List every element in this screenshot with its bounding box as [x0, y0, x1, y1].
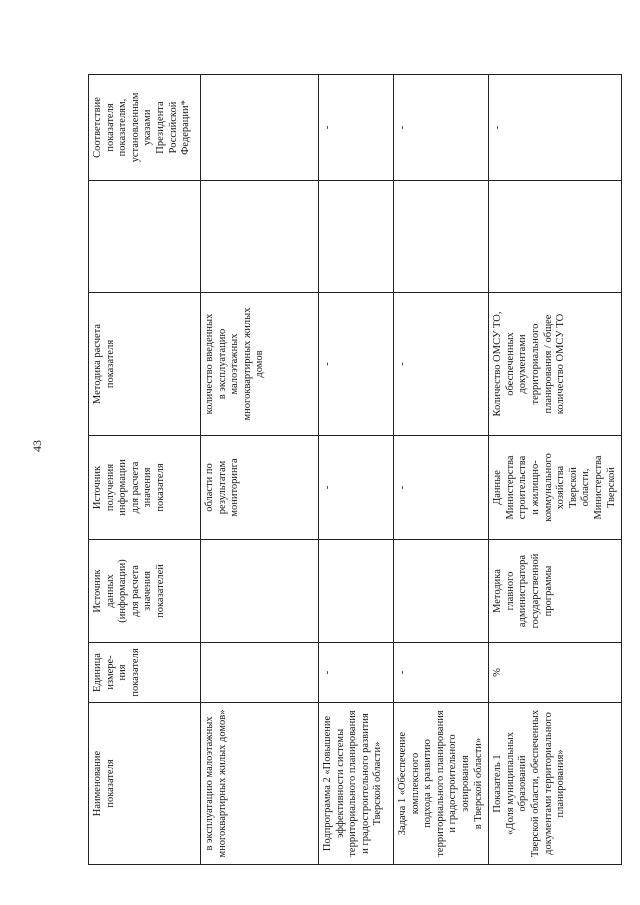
cell-unit [201, 643, 319, 703]
cell-data-source [319, 540, 394, 643]
cell-data-source: Методика главного администратора государственной программы [489, 540, 622, 643]
cell-unit: % [489, 643, 622, 703]
cell-compliance [201, 75, 319, 181]
cell-blank [201, 181, 319, 293]
cell-calculation-method: - [394, 293, 489, 436]
header-calculation-method: Методика расчета показателя [89, 293, 201, 436]
cell-info-source: - [319, 436, 394, 540]
page-number: 43 [30, 440, 44, 452]
cell-indicator-name: Показатель 1 «Доля муниципальных образований Тверской области, обеспеченных документами территориального планирования» [489, 703, 622, 865]
header-info-source: Источник получения информации для расчета значения показателя [89, 436, 201, 540]
table-row [489, 75, 622, 865]
header-indicator-name: Наименование показателя [89, 703, 201, 865]
cell-data-source [201, 540, 319, 643]
table-row [319, 75, 394, 865]
cell-blank [394, 181, 489, 293]
cell-compliance: - [319, 75, 394, 181]
cell-compliance: - [394, 75, 489, 181]
table-row [201, 75, 319, 865]
header-blank [89, 181, 201, 293]
cell-calculation-method: Количество ОМСУ ТО, обеспеченных документами территориального планирования / общее количество ОМСУ ТО [489, 293, 622, 436]
header-presidential-compliance: Соответствие показателя показателям, установленным указами Президента Российской Федерации* [89, 75, 201, 181]
cell-indicator-name: в эксплуатацию малоэтажных многоквартирных жилых домов» [201, 703, 319, 865]
indicator-table-wrapper [88, 75, 617, 865]
cell-unit: - [319, 643, 394, 703]
header-unit: Единица измере- ния показателя [89, 643, 201, 703]
cell-calculation-method: - [319, 293, 394, 436]
cell-calculation-method: количество введенных в эксплуатацию малоэтажных многоквартирных жилых домов [201, 293, 319, 436]
cell-blank [489, 181, 622, 293]
cell-info-source: Данные Министерства строительства и жилищно- коммунального хозяйства Тверской области, Министерства Тверской [489, 436, 622, 540]
table-header-row [89, 75, 201, 865]
table-row [394, 75, 489, 865]
cell-data-source [394, 540, 489, 643]
indicator-table [88, 74, 622, 865]
cell-info-source: области по результатам мониторинга [201, 436, 319, 540]
cell-indicator-name: Задача 1 «Обеспечение комплексного подхода к развитию территориального планирования и градостроительного зонирования в Тверской области» [394, 703, 489, 865]
cell-info-source: - [394, 436, 489, 540]
cell-compliance: - [489, 75, 622, 181]
cell-unit: - [394, 643, 489, 703]
cell-blank [319, 181, 394, 293]
header-data-source: Источник данных (информации) для расчета значения показателей [89, 540, 201, 643]
cell-indicator-name: Подпрограмма 2 «Повышение эффективности системы территориального планирования и градостроительного развития Тверской области» [319, 703, 394, 865]
